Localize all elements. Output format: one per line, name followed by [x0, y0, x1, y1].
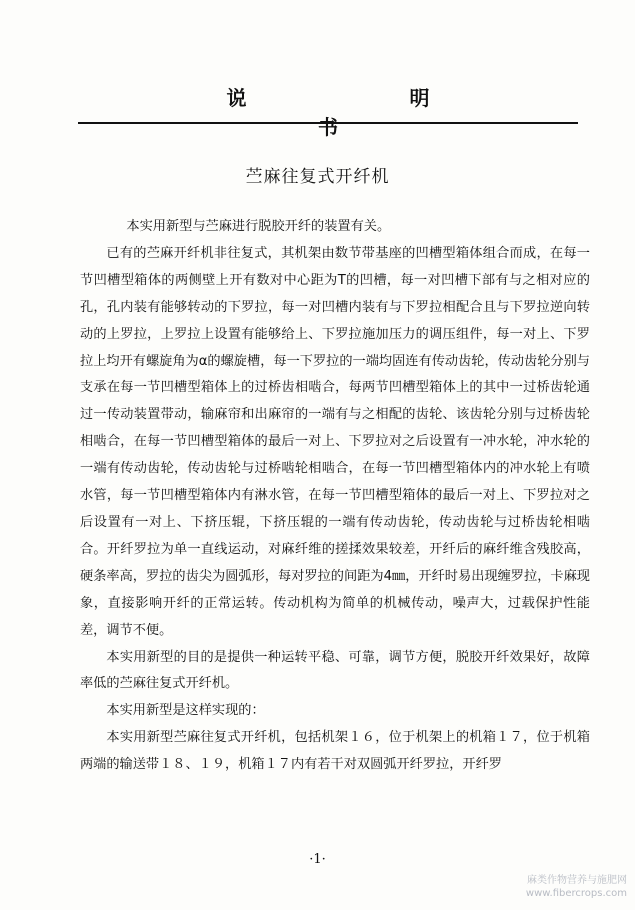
header-title: 说 明 书 [226, 86, 508, 139]
paragraph: 已有的苎麻开纤机非往复式，其机架由数节带基座的凹槽型箱体组合而成，在每一节凹槽型箱体的两侧壁上开有数对中心距为T的凹槽，每一对凹槽下部有与之相对应的孔，孔内装有能够转动的下罗拉，每一对凹槽内装有与下罗拉相配合且与下罗拉逆向转动的上罗拉，上罗拉上设置有能够给上、下罗拉施加压力的调压组件，每一对上、下罗拉上均开有螺旋角为α的螺旋槽，每一下罗拉的一端均固连有传动齿轮，传动齿轮分别与支承在每一节凹槽型箱体上的过桥齿相啮合，每两节凹槽型箱体上的其中一过桥齿轮通过一传动装置带动，输麻帘和出麻帘的一端有与之相配的齿轮、该齿轮分别与过桥齿轮相啮合，在每一节凹槽型箱体的最后一对上、下罗拉对之后设置有一冲水轮，冲水轮的一端有传动齿轮，传动齿轮与过桥啮轮相啮合，在每一节凹槽型箱体内的冲水轮上有喷水管，每一节凹槽型箱体内有淋水管，在每一节凹槽型箱体的最后一对上、下罗拉对之后设置有一对上、下挤压辊，下挤压辊的一端有传动齿轮，传动齿轮与过桥齿轮相啮合。开纤罗拉为单一直线运动，对麻纤维的搓揉效果较差，开纤后的麻纤维含残胶高，硬条率高，罗拉的齿尖为圆弧形，每对罗拉的间距为4㎜，开纤时易出现缠罗拉，卡麻现象，直接影响开纤的正常运转。传动机构为简单的机械传动，噪声大，过载保护性能差，调节不便。 [80, 245, 590, 638]
document-title: 苎麻往复式开纤机 [245, 167, 390, 187]
document-body [80, 214, 590, 779]
header-divider [78, 122, 578, 124]
header [78, 82, 578, 139]
paragraph: 本实用新型的目的是提供一种运转平稳、可靠，调节方便，脱胶开纤效果好，故障率低的苎麻往复式开纤机。 [80, 649, 590, 692]
watermark-line-1: 麻类作物营养与施肥网 [527, 875, 627, 886]
watermark [526, 874, 627, 900]
paragraph: 本实用新型苎麻往复式开纤机，包括机架１６，位于机架上的机箱１７，位于机箱两端的输送带１８、１９，机箱１７内有若干对双圆弧开纤罗拉，开纤罗 [80, 730, 590, 773]
watermark-line-2: www.fibercrops.com [525, 888, 627, 899]
paragraph: 本实用新型与苎麻进行脱胶开纤的装置有关。 [126, 219, 391, 234]
paragraph: 本实用新型是这样实现的： [106, 703, 265, 719]
page-number: ·1· [309, 852, 326, 867]
